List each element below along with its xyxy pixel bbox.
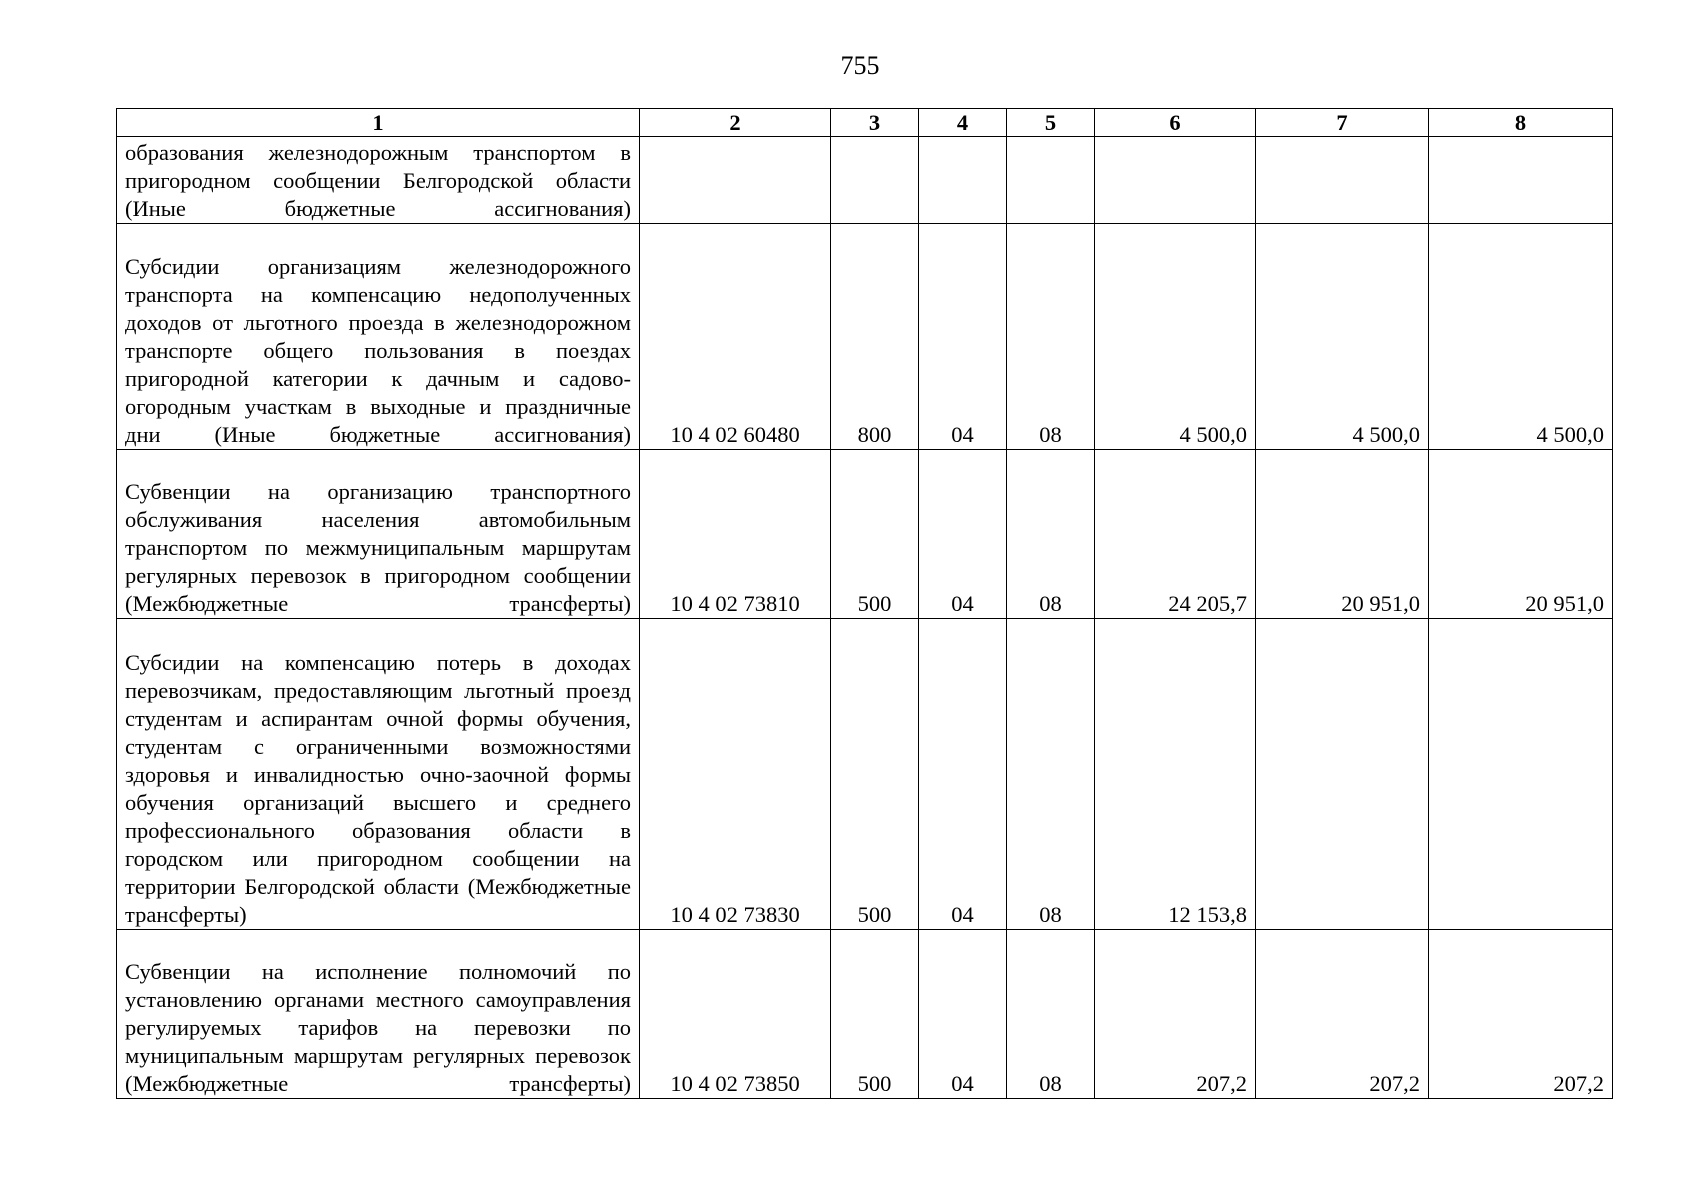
row-col6 — [1095, 137, 1256, 224]
row-col5: 08 — [1007, 450, 1095, 619]
row-col5: 08 — [1007, 224, 1095, 450]
column-header: 2 — [640, 109, 831, 137]
row-col7 — [1256, 619, 1429, 930]
row-col6: 4 500,0 — [1095, 224, 1256, 450]
row-col8: 207,2 — [1429, 930, 1613, 1099]
row-col8 — [1429, 137, 1613, 224]
row-description: образования железнодорожным транспортом в пригородном сообщении Белгородской области (Иные бюджетные ассигнования) — [117, 137, 640, 224]
row-description: Субвенции на организацию транспортного обслуживания населения автомобильным транспортом по межмуниципальным маршрутам регулярных перевозок в пригородном сообщении (Межбюджетные трансферты) — [117, 450, 640, 619]
page-number: 755 — [840, 51, 880, 80]
table-row — [117, 619, 1613, 930]
row-col4 — [919, 137, 1007, 224]
row-col3: 800 — [831, 224, 919, 450]
column-header: 6 — [1095, 109, 1256, 137]
column-header: 5 — [1007, 109, 1095, 137]
row-col8: 4 500,0 — [1429, 224, 1613, 450]
row-col4: 04 — [919, 450, 1007, 619]
table-row — [117, 224, 1613, 450]
header-row — [117, 109, 1613, 137]
row-col8 — [1429, 619, 1613, 930]
row-col6: 207,2 — [1095, 930, 1256, 1099]
column-header: 7 — [1256, 109, 1429, 137]
row-code: 10 4 02 73850 — [640, 930, 831, 1099]
row-code: 10 4 02 73830 — [640, 619, 831, 930]
row-description: Субвенции на исполнение полномочий по установлению органами местного самоуправления регулируемых тарифов на перевозки по муниципальным маршрутам регулярных перевозок (Межбюджетные трансферты) — [117, 930, 640, 1099]
row-description: Субсидии организациям железнодорожного транспорта на компенсацию недополученных доходов от льготного проезда в железнодорожном транспорте общего пользования в поездах пригородной категории к дачным и садово-огородным участкам в выходные и праздничные дни (Иные бюджетные ассигнования) — [117, 224, 640, 450]
row-col3: 500 — [831, 930, 919, 1099]
row-col5: 08 — [1007, 619, 1095, 930]
row-col5 — [1007, 137, 1095, 224]
row-col7 — [1256, 137, 1429, 224]
row-description: Субсидии на компенсацию потерь в доходах перевозчикам, предоставляющим льготный проезд студентам и аспирантам очной формы обучения, студентам с ограниченными возможностями здоровья и инвалидностью очно-заочной формы обучения организаций высшего и среднего профессионального образования области в городском или пригородном сообщении на территории Белгородской области (Межбюджетные трансферты) — [117, 619, 640, 930]
budget-table — [116, 108, 1613, 1099]
column-header: 8 — [1429, 109, 1613, 137]
row-col4: 04 — [919, 619, 1007, 930]
table-row — [117, 450, 1613, 619]
row-col6: 12 153,8 — [1095, 619, 1256, 930]
row-col7: 20 951,0 — [1256, 450, 1429, 619]
row-col4: 04 — [919, 224, 1007, 450]
row-col3: 500 — [831, 619, 919, 930]
row-code: 10 4 02 60480 — [640, 224, 831, 450]
column-header: 4 — [919, 109, 1007, 137]
column-header: 3 — [831, 109, 919, 137]
row-code — [640, 137, 831, 224]
row-code: 10 4 02 73810 — [640, 450, 831, 619]
table-row — [117, 137, 1613, 224]
row-col5: 08 — [1007, 930, 1095, 1099]
row-col7: 4 500,0 — [1256, 224, 1429, 450]
row-col6: 24 205,7 — [1095, 450, 1256, 619]
row-col8: 20 951,0 — [1429, 450, 1613, 619]
row-col4: 04 — [919, 930, 1007, 1099]
row-col3: 500 — [831, 450, 919, 619]
row-col3 — [831, 137, 919, 224]
row-col7: 207,2 — [1256, 930, 1429, 1099]
column-header: 1 — [117, 109, 640, 137]
table-row — [117, 930, 1613, 1099]
